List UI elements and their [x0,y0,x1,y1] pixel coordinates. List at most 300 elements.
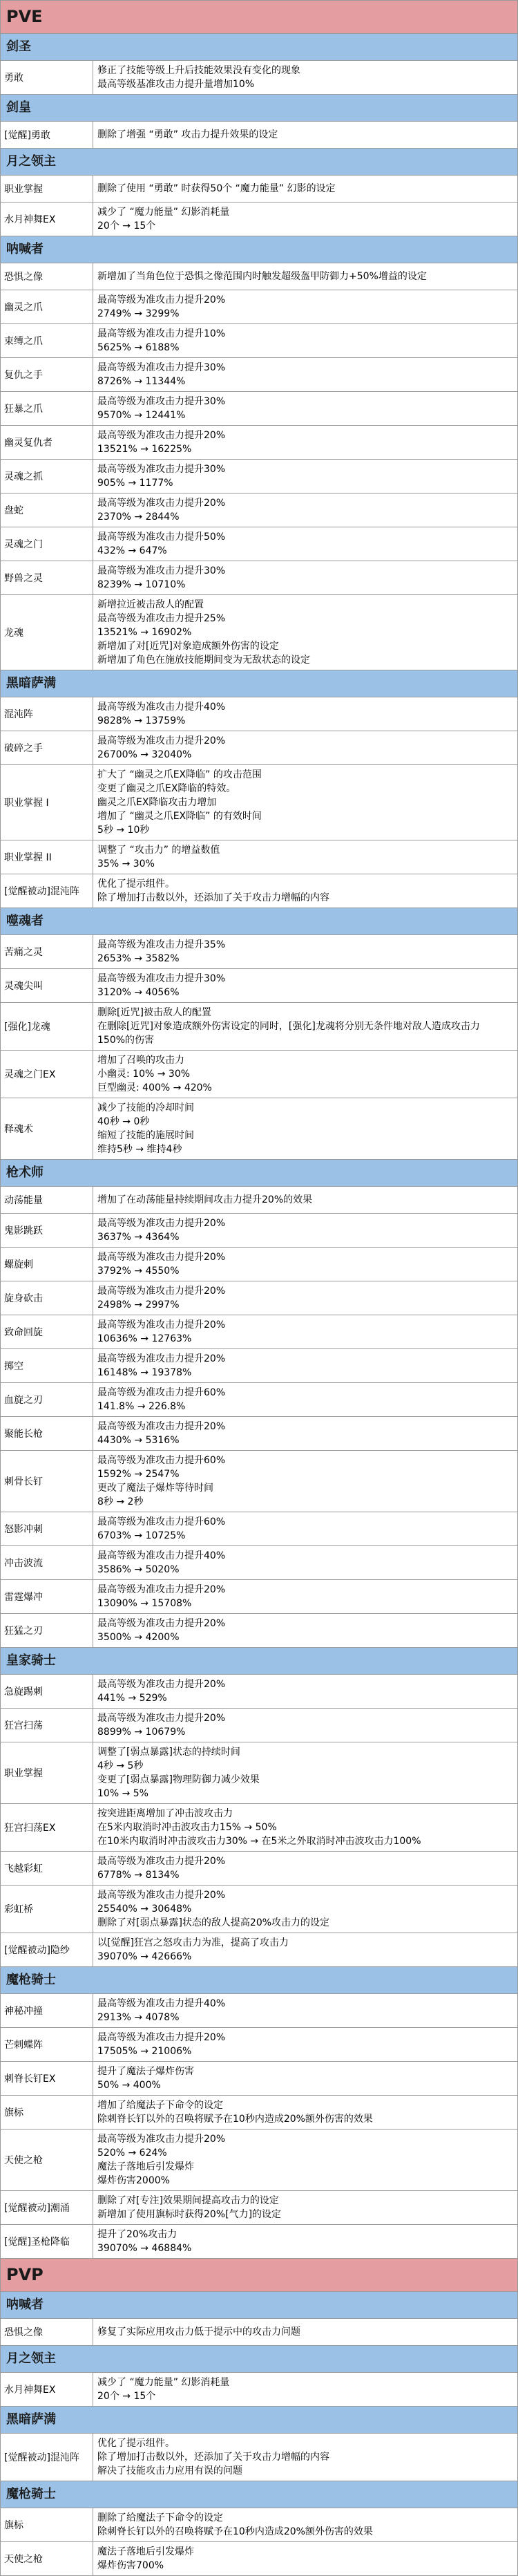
skill-name: [觉醒]圣枪降临 [1,2225,93,2258]
class-header: 月之领主 [1,2346,517,2373]
skill-name: 职业掌握 [1,176,93,202]
skill-name: [觉醒被动]混沌阵 [1,874,93,908]
change-description [93,392,517,425]
skill-name: [觉醒]勇敢 [1,122,93,148]
skill-name: 刺骨长钉 [1,1451,93,1512]
change-line: 在删除[近咒]对象造成额外伤害设定的同时，[强化]龙魂将分别无条件地对敌人造成攻击力 [97,1021,480,1032]
change-line: 解决了技能攻击力应用有误的问题 [97,2465,242,2476]
change-description [93,1383,517,1416]
change-line: 2370% → 2844% [97,511,180,523]
change-line: 3120% → 4056% [97,987,180,998]
change-line: 减少了 “魔力能量” 幻影消耗量 [97,207,230,218]
table-row [1,1214,517,1248]
change-line: 维持5秒 → 维持4秒 [97,1144,182,1155]
table-row [1,2373,517,2407]
change-description [93,1315,517,1348]
skill-name: 苦痛之灵 [1,935,93,968]
change-line: 39070% → 42666% [97,1951,192,1962]
change-line: 最高等级为准攻击力提升40% [97,1550,226,1561]
change-line: 35% → 30% [97,858,155,869]
change-line: 删除了给魔法子下命令的设定 [97,2512,223,2523]
change-line: 最高等级为准攻击力提升30% [97,565,226,576]
table-row [1,1886,517,1933]
change-line: 新增加了对[近咒]对象造成额外伤害的设定 [97,641,279,652]
class-header: 魔枪骑士 [1,2481,517,2508]
change-line: 最高等级为准攻击力提升30% [97,362,226,373]
skill-name: 彩虹桥 [1,1886,93,1933]
change-line: 9828% → 13759% [97,715,186,726]
table-row [1,2062,517,2096]
change-description [93,1804,517,1851]
mode-header-pvp: PVP [1,2259,517,2292]
change-description [93,731,517,764]
skill-name: [觉醒被动]隐纱 [1,1933,93,1966]
change-line: 最高等级为准攻击力提升40% [97,1998,226,2009]
skill-name: 复仇之手 [1,358,93,391]
skill-name: 盘蛇 [1,493,93,527]
skill-name: 天使之枪 [1,2542,93,2575]
change-line: 新增加了使用旗标时获得20%[气力]的设定 [97,2209,282,2220]
change-description [93,1187,517,1213]
change-line: 905% → 1177% [97,478,173,489]
skill-name: 幽灵复仇者 [1,426,93,459]
change-line: 优化了提示组件。 [97,878,175,890]
change-line: 50% → 400% [97,2080,161,2091]
table-row [1,1349,517,1383]
change-line: 除了增加打击数以外，还添加了关于攻击力增幅的内容 [97,892,329,903]
change-line: 最高等级为准攻击力提升20% [97,1319,226,1331]
change-line: 最高等级为准攻击力提升30% [97,396,226,407]
skill-name: 勇敢 [1,61,93,94]
change-line: 9570% → 12441% [97,410,186,421]
skill-name: 螺旋刺 [1,1248,93,1281]
skill-name: 冲击波流 [1,1546,93,1579]
skill-name: 掷空 [1,1349,93,1382]
change-description [93,1451,517,1512]
change-description [93,1051,517,1098]
skill-name: 鬼影跳跃 [1,1214,93,1247]
change-line: 5625% → 6188% [97,342,180,353]
change-description [93,840,517,874]
change-line: 17505% → 21006% [97,2046,192,2057]
change-description [93,358,517,391]
change-description [93,426,517,459]
change-description [93,527,517,561]
skill-name: 幽灵之爪 [1,290,93,323]
skill-name: 动荡能量 [1,1187,93,1213]
change-line: 最高等级为准攻击力提升20% [97,2032,226,2043]
skill-name: 聚能长枪 [1,1417,93,1450]
skill-name: 怒影冲刺 [1,1512,93,1545]
table-row [1,460,517,493]
table-row [1,1281,517,1315]
change-description [93,2542,517,2575]
class-header: 魔枪骑士 [1,1967,517,1994]
change-description [93,2434,517,2481]
table-row [1,2130,517,2191]
change-line: 小幽灵: 10% → 30% [97,1069,191,1080]
skill-name: 释魂术 [1,1098,93,1159]
change-line: 除刺脊长钉以外的召唤将赋予在10秒内造成20%额外伤害的效果 [97,2526,373,2537]
change-line: 最高等级为准攻击力提升20% [97,430,226,441]
change-line: 增加了给魔法子下命令的设定 [97,2100,223,2111]
change-description [93,969,517,1002]
skill-name: 束缚之爪 [1,324,93,357]
change-line: 新增拉近被击敌人的配置 [97,599,204,610]
skill-name: 灵魂尖叫 [1,969,93,1002]
change-line: 爆炸伤害2000% [97,2175,170,2186]
table-row [1,493,517,527]
change-line: 最高等级为准攻击力提升20% [97,1218,226,1229]
skill-name: 芒刺蝶阵 [1,2028,93,2061]
change-description [93,1709,517,1742]
table-row [1,122,517,149]
skill-name: 狂暴之爪 [1,392,93,425]
table-row [1,1852,517,1886]
change-line: 13090% → 15708% [97,1598,192,1609]
change-line: 魔法子落地后引发爆炸 [97,2546,194,2557]
change-line: 2913% → 4078% [97,2012,180,2023]
mode-header-pve: PVE [1,1,517,34]
skill-name: [强化]龙魂 [1,1003,93,1050]
table-row [1,290,517,324]
change-description [93,1349,517,1382]
change-line: 最高等级为准攻击力提升20% [97,1679,226,1690]
change-line: 最高等级为准攻击力提升60% [97,1455,226,1466]
table-row [1,1417,517,1451]
change-line: 16148% → 19378% [97,1367,192,1378]
change-line: 修正了技能等级上升后技能效果没有变化的现象 [97,65,300,76]
table-row [1,840,517,874]
class-header: 呐喊者 [1,236,517,263]
change-description [93,263,517,290]
change-description [93,561,517,594]
change-line: 最高等级为准攻击力提升20% [97,2134,226,2145]
change-description [93,1098,517,1159]
change-line: 幽灵之爪EX降临攻击力增加 [97,797,217,808]
change-line: 2653% → 3582% [97,953,180,964]
table-row [1,2225,517,2259]
change-description [93,1248,517,1281]
change-line: 新增加了当角色位于恐惧之像范围内时触发超级盔甲防御力+50%增益的设定 [97,271,427,282]
change-line: 最高等级为准攻击力提升20% [97,1353,226,1364]
class-header: 呐喊者 [1,2292,517,2319]
change-line: 提升了20%攻击力 [97,2229,178,2240]
change-line: 3500% → 4200% [97,1632,180,1643]
table-row [1,2028,517,2062]
change-line: 13521% → 16225% [97,444,192,455]
change-line: 最高等级为准攻击力提升20% [97,498,226,509]
table-row [1,1546,517,1580]
change-line: 最高等级为准攻击力提升20% [97,1584,226,1595]
change-description [93,1512,517,1545]
table-row [1,561,517,595]
change-line: 26700% → 32040% [97,749,192,760]
change-line: 40秒 → 0秒 [97,1116,150,1127]
change-description [93,61,517,94]
change-line: 8239% → 10710% [97,579,186,590]
table-row [1,1675,517,1709]
skill-name: 致命回旋 [1,1315,93,1348]
class-header: 月之领主 [1,149,517,176]
table-row [1,2191,517,2225]
table-row [1,1994,517,2028]
skill-name: 灵魂之抓 [1,460,93,493]
change-description [93,176,517,202]
change-line: 最高等级为准攻击力提升20% [97,1286,226,1297]
change-line: 4430% → 5316% [97,1435,180,1446]
skill-name: 混沌阵 [1,697,93,731]
change-line: 删除了增强 “勇敢” 攻击力提升效果的设定 [97,129,278,140]
change-line: 最高等级为准攻击力提升25% [97,613,226,624]
change-line: 变更了幽灵之爪EX降临的特效。 [97,783,236,794]
skill-name: 野兽之灵 [1,561,93,594]
class-header: 皇家骑士 [1,1648,517,1675]
skill-name: 狂猛之刃 [1,1614,93,1647]
change-line: 新增加了角色在施放技能期间变为无敌状态的设定 [97,655,310,666]
table-row [1,358,517,392]
change-description [93,1994,517,2027]
table-row [1,1315,517,1349]
skill-name: 旗标 [1,2096,93,2129]
change-line: 2498% → 2997% [97,1299,180,1310]
table-row [1,203,517,236]
change-line: 最高等级为准攻击力提升40% [97,702,226,713]
change-line: 爆炸伤害700% [97,2560,164,2571]
change-line: 8726% → 11344% [97,376,186,387]
skill-name: 水月神舞EX [1,203,93,236]
change-line: 10% → 5% [97,1788,148,1799]
class-header: 黑暗萨满 [1,2407,517,2434]
table-row [1,731,517,765]
change-line: 最高等级为准攻击力提升30% [97,973,226,984]
change-description [93,290,517,323]
table-row [1,527,517,561]
skill-name: 灵魂之门EX [1,1051,93,1098]
change-line: 增加了在动荡能量持续期间攻击力提升20%的效果 [97,1194,313,1205]
change-line: 删除了对[专注]效果期间提高攻击力的设定 [97,2195,279,2206]
table-row [1,697,517,731]
table-row [1,2508,517,2542]
table-row [1,1383,517,1417]
table-row [1,1187,517,1214]
table-row [1,595,517,670]
change-line: 增加了召唤的攻击力 [97,1055,184,1066]
skill-name: 血旋之刃 [1,1383,93,1416]
change-line: 减少了技能的冷却时间 [97,1102,194,1113]
change-description [93,203,517,236]
skill-name: [觉醒被动]混沌阵 [1,2434,93,2481]
change-line: 25540% → 30648% [97,1903,192,1915]
change-line: 520% → 624% [97,2147,167,2159]
class-header: 枪术师 [1,1160,517,1187]
change-description [93,460,517,493]
skill-name: 灵魂之门 [1,527,93,561]
table-row [1,2434,517,2481]
class-header: 黑暗萨满 [1,670,517,697]
change-line: 最高等级为准攻击力提升20% [97,294,226,305]
change-description [93,2373,517,2406]
change-description [93,874,517,908]
change-description [93,1580,517,1613]
change-description [93,1852,517,1885]
change-line: 最高等级基准攻击力提升量增加10% [97,79,255,90]
skill-name: 雷霆爆冲 [1,1580,93,1613]
table-row [1,874,517,908]
skill-name: 神秘冲撞 [1,1994,93,2027]
change-line: 减少了 “魔力能量” 幻影消耗量 [97,2377,230,2388]
change-line: 最高等级为准攻击力提升20% [97,1618,226,1629]
change-description [93,1003,517,1050]
change-description [93,2191,517,2224]
change-line: 缩短了技能的施展时间 [97,1130,194,1141]
change-line: 5秒 → 10秒 [97,825,150,836]
change-description [93,1214,517,1247]
change-line: 4秒 → 5秒 [97,1760,144,1771]
skill-name: 水月神舞EX [1,2373,93,2406]
change-line: 调整了 “攻击力” 的增益数值 [97,845,220,856]
change-line: 最高等级为准攻击力提升20% [97,1252,226,1263]
change-line: 441% → 529% [97,1693,167,1704]
change-line: 在5米内取消时冲击波攻击力15% → 50% [97,1822,277,1833]
change-line: 删除[近咒]被击敌人的配置 [97,1007,211,1018]
change-line: 修复了实际应用攻击力低于提示中的攻击力问题 [97,2326,300,2338]
change-line: 优化了提示组件。 [97,2438,175,2449]
change-line: 提升了魔法子爆炸伤害 [97,2066,194,2077]
change-description [93,122,517,148]
skill-name: 飞越彩虹 [1,1852,93,1885]
table-row [1,426,517,460]
change-line: 3586% → 5020% [97,1564,180,1575]
table-row [1,969,517,1003]
table-row [1,1614,517,1648]
table-row [1,935,517,969]
change-line: 432% → 647% [97,545,167,556]
class-header: 噬魂者 [1,908,517,935]
change-line: 增加了 “幽灵之爪EX降临” 的有效时间 [97,811,262,822]
change-description [93,2096,517,2129]
table-row [1,1051,517,1098]
change-description [93,2225,517,2258]
change-line: 最高等级为准攻击力提升20% [97,1856,226,1867]
skill-name: 天使之枪 [1,2130,93,2190]
skill-name: 职业掌握 II [1,840,93,874]
change-line: 巨型幽灵: 400% → 420% [97,1082,212,1093]
change-line: 141.8% → 226.8% [97,1401,186,1412]
change-line: 最高等级为准攻击力提升20% [97,735,226,746]
class-header: 剑圣 [1,34,517,61]
skill-name: 狂宫扫荡EX [1,1804,93,1851]
change-line: 10636% → 12763% [97,1333,192,1344]
change-line: 魔法子落地后引发爆炸 [97,2161,194,2172]
change-line: 以[觉醒]狂宫之怒攻击力为准，提高了攻击力 [97,1937,289,1948]
change-line: 最高等级为准攻击力提升20% [97,1713,226,1724]
skill-name: 职业掌握 [1,1742,93,1803]
change-description [93,1742,517,1803]
change-line: 6778% → 8134% [97,1870,180,1881]
change-line: 1592% → 2547% [97,1469,180,1480]
table-row [1,2542,517,2576]
table-row [1,765,517,840]
change-line: 20个 → 15个 [97,220,156,232]
skill-name: 旗标 [1,2508,93,2541]
class-header: 剑皇 [1,95,517,122]
change-line: 2749% → 3299% [97,308,180,319]
change-description [93,697,517,731]
change-line: 最高等级为准攻击力提升20% [97,1890,226,1901]
change-line: 删除了对[弱点暴露]状态的敌人提高20%攻击力的设定 [97,1917,330,1928]
change-line: 13521% → 16902% [97,627,192,638]
skill-name: [觉醒被动]潮涌 [1,2191,93,2224]
change-line: 150%的伤害 [97,1035,155,1046]
change-description [93,1546,517,1579]
change-description [93,595,517,670]
change-line: 扩大了 “幽灵之爪EX降临” 的攻击范围 [97,769,262,780]
change-line: 最高等级为准攻击力提升30% [97,464,226,475]
table-row [1,1003,517,1051]
change-line: 3792% → 4550% [97,1266,180,1277]
table-row [1,1580,517,1614]
table-row [1,1933,517,1967]
table-row [1,2319,517,2346]
change-line: 最高等级为准攻击力提升50% [97,532,226,543]
change-description [93,1417,517,1450]
change-line: 3637% → 4364% [97,1232,180,1243]
change-line: 6703% → 10725% [97,1530,186,1541]
skill-name: 急旋踢刺 [1,1675,93,1708]
change-description [93,2130,517,2190]
change-description [93,493,517,527]
change-line: 8秒 → 2秒 [97,1496,144,1507]
change-description [93,2062,517,2095]
skill-name: 职业掌握 I [1,765,93,840]
skill-name: 恐惧之像 [1,2319,93,2345]
skill-name: 刺脊长钉EX [1,2062,93,2095]
change-line: 除了增加打击数以外，还添加了关于攻击力增幅的内容 [97,2452,329,2463]
change-description [93,1886,517,1933]
change-description [93,765,517,840]
skill-name: 狂宫扫荡 [1,1709,93,1742]
skill-name: 破碎之手 [1,731,93,764]
change-description [93,1933,517,1966]
table-row [1,1248,517,1281]
change-line: 除刺脊长钉以外的召唤将赋予在10秒内造成20%额外伤害的效果 [97,2114,373,2125]
table-row [1,1742,517,1804]
change-line: 39070% → 46884% [97,2243,192,2254]
table-row [1,1804,517,1852]
table-row [1,1512,517,1546]
table-row [1,176,517,203]
change-line: 按突进距离增加了冲击波攻击力 [97,1808,233,1819]
change-line: 调整了[弱点暴露]状态的持续时间 [97,1747,240,1758]
change-description [93,2319,517,2345]
table-row [1,2096,517,2130]
change-line: 变更了[弱点暴露]物理防御力减少效果 [97,1774,260,1785]
change-description [93,2508,517,2541]
table-row [1,61,517,95]
table-row [1,263,517,290]
change-line: 最高等级为准攻击力提升10% [97,328,226,339]
table-row [1,392,517,426]
change-description [93,324,517,357]
table-row [1,324,517,358]
table-row [1,1098,517,1160]
change-line: 删除了使用 “勇敢” 时获得50个 “魔力能量” 幻影的设定 [97,183,336,194]
change-description [93,1614,517,1647]
change-line: 更改了魔法子爆炸等待时间 [97,1483,213,1494]
skill-name: 龙魂 [1,595,93,670]
skill-name: 旋身砍击 [1,1281,93,1315]
